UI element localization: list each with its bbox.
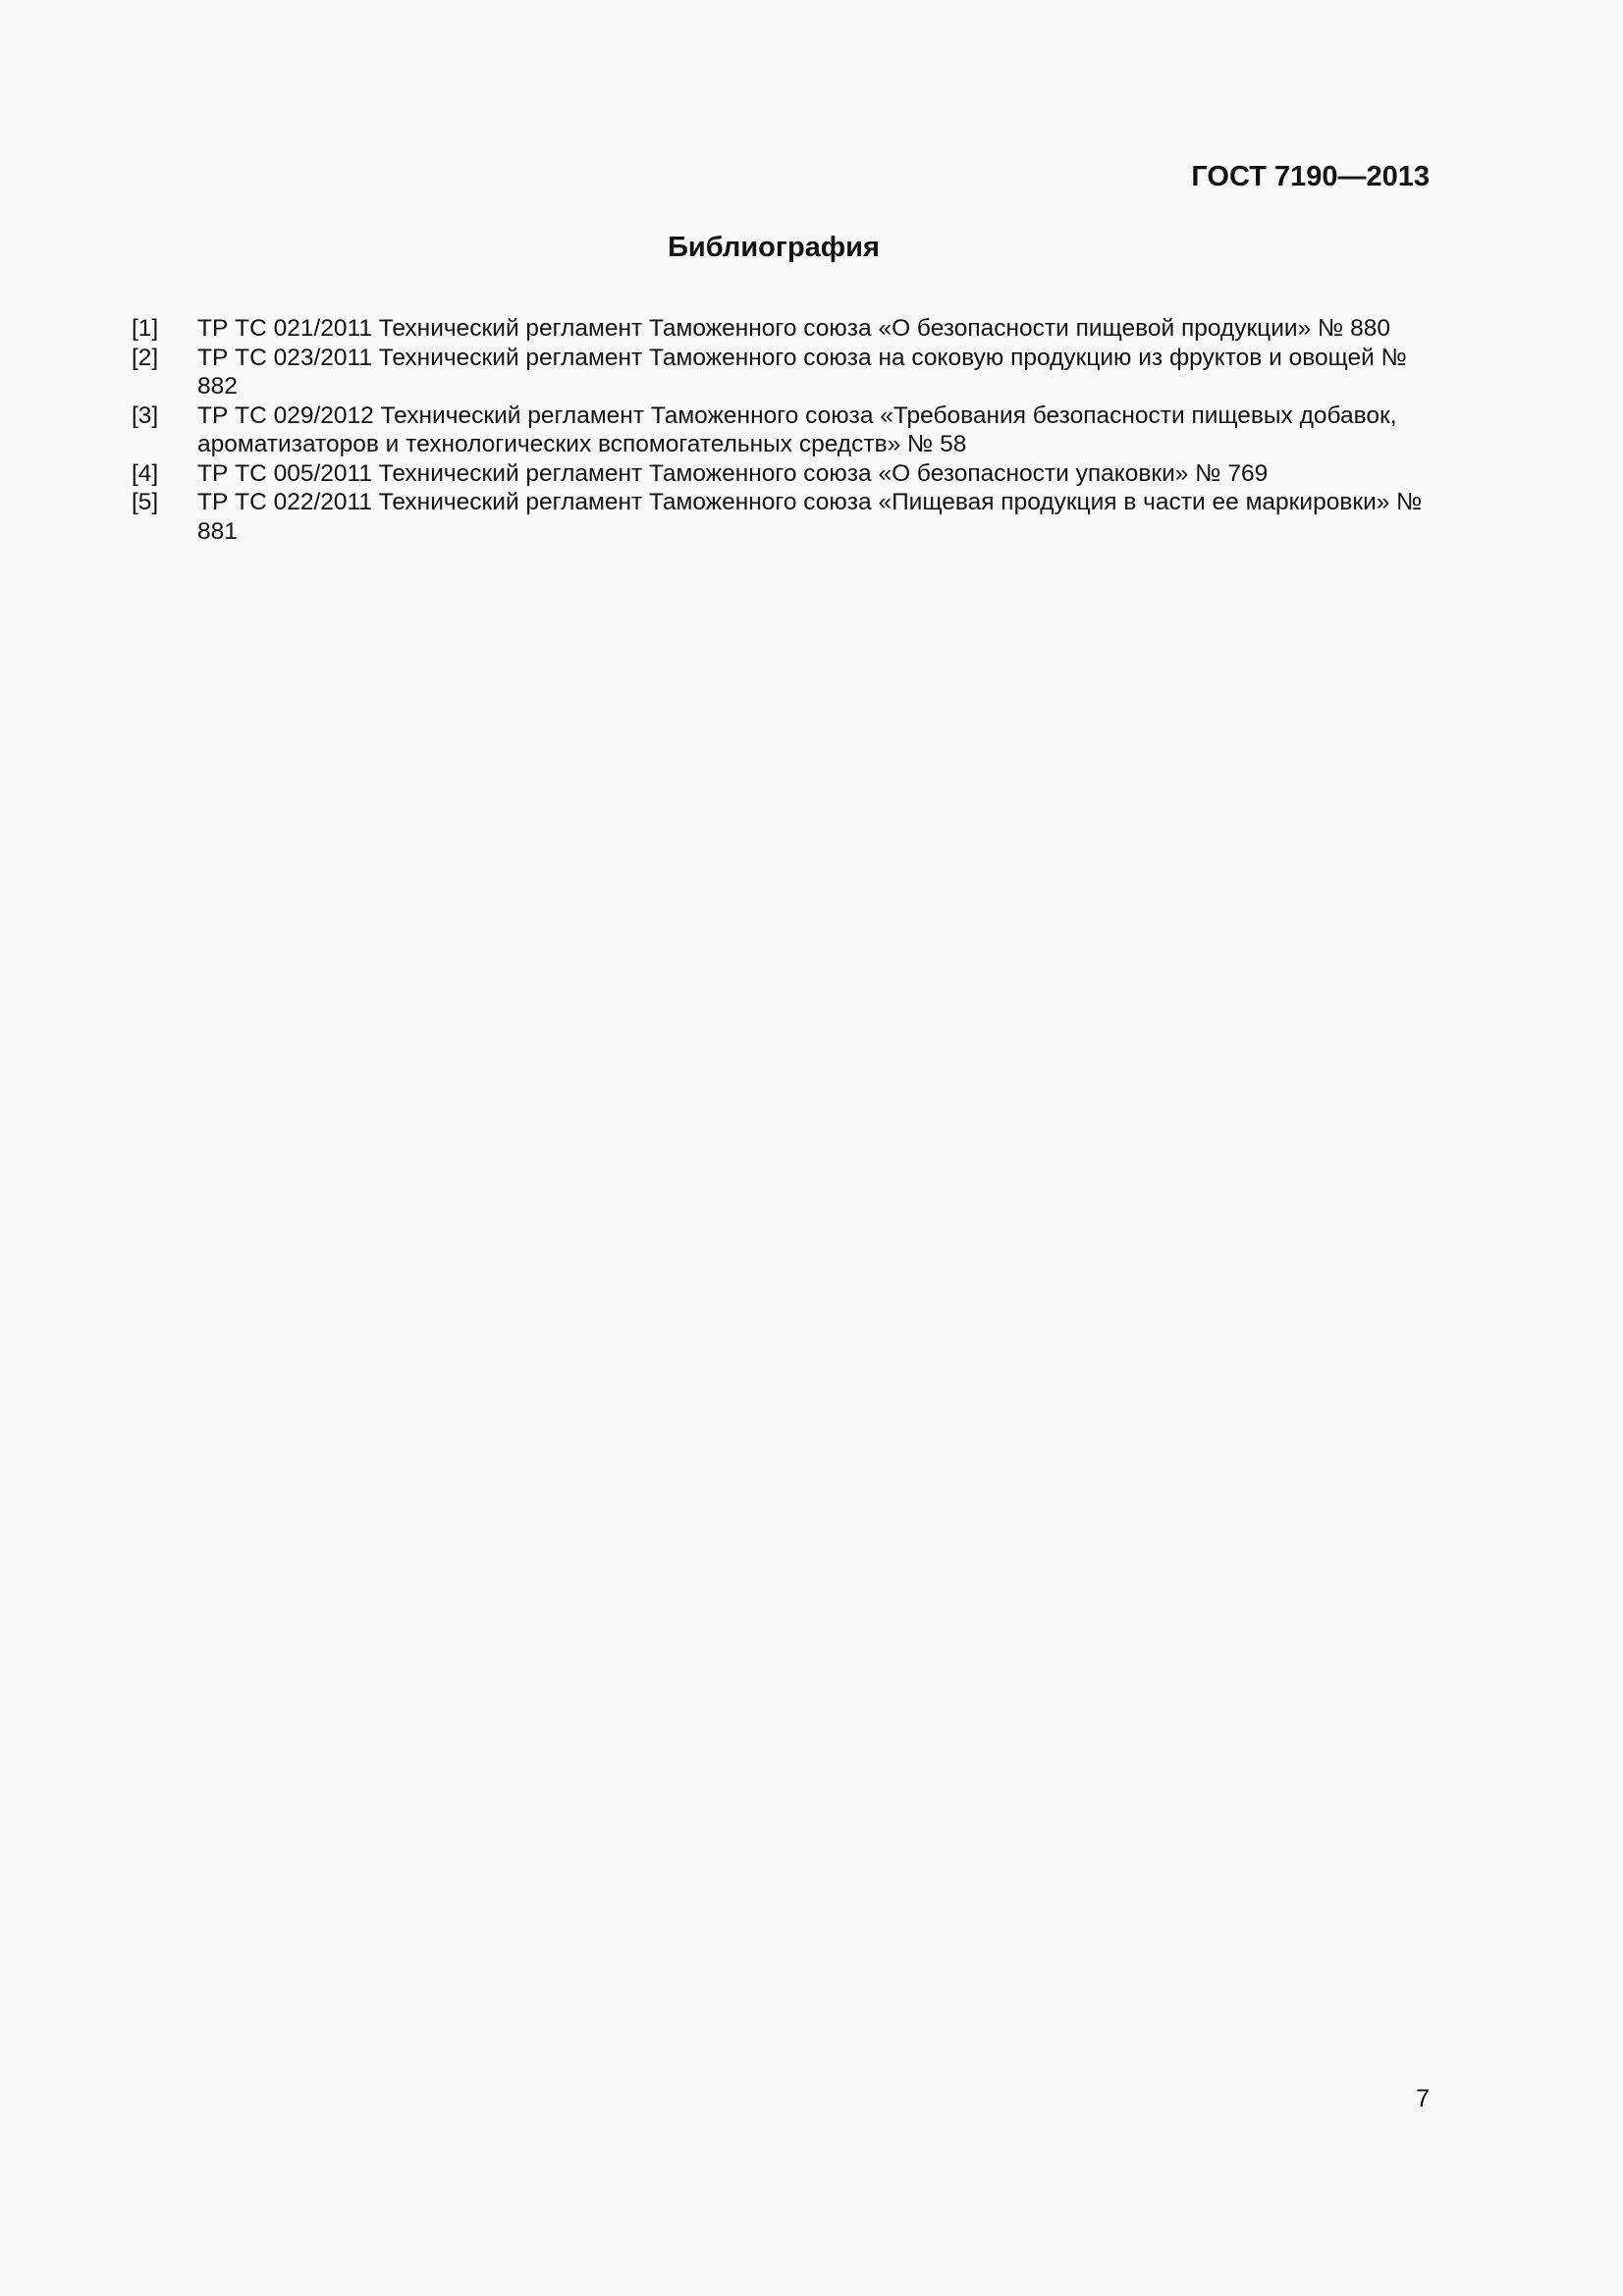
- page-number: 7: [1416, 2085, 1430, 2112]
- section-title: Библиография: [668, 232, 880, 263]
- bibliography-item-number: [3]: [132, 401, 159, 429]
- bibliography-item: [132, 459, 1433, 489]
- bibliography-item: [132, 488, 1433, 546]
- bibliography-item: [132, 401, 1433, 459]
- bibliography-item-text: ТР ТС 022/2011 Технический регламент Таможенного союза «Пищевая продукция в части ее маркировки» № 881: [197, 489, 1423, 545]
- bibliography-list: [132, 314, 1433, 546]
- bibliography-item: [132, 344, 1433, 401]
- bibliography-item-number: [5]: [132, 489, 159, 515]
- bibliography-item-number: [4]: [132, 459, 159, 487]
- document-code-header: ГОСТ 7190—2013: [1191, 161, 1430, 192]
- bibliography-item-text: ТР ТС 029/2012 Технический регламент Таможенного союза «Требования безопасности пищевых добавок, ароматизаторов и технологических вспомогательных средств» № 58: [197, 401, 1397, 457]
- bibliography-item-number: [2]: [132, 344, 159, 371]
- bibliography-item: [132, 314, 1433, 344]
- bibliography-item-number: [1]: [132, 315, 159, 342]
- bibliography-item-text: ТР ТС 021/2011 Технический регламент Таможенного союза «О безопасности пищевой продукции» № 880: [197, 315, 1390, 342]
- bibliography-item-text: ТР ТС 005/2011 Технический регламент Таможенного союза «О безопасности упаковки» № 769: [197, 459, 1269, 487]
- bibliography-item-text: ТР ТС 023/2011 Технический регламент Таможенного союза на соковую продукцию из фруктов и овощей № 882: [197, 344, 1407, 400]
